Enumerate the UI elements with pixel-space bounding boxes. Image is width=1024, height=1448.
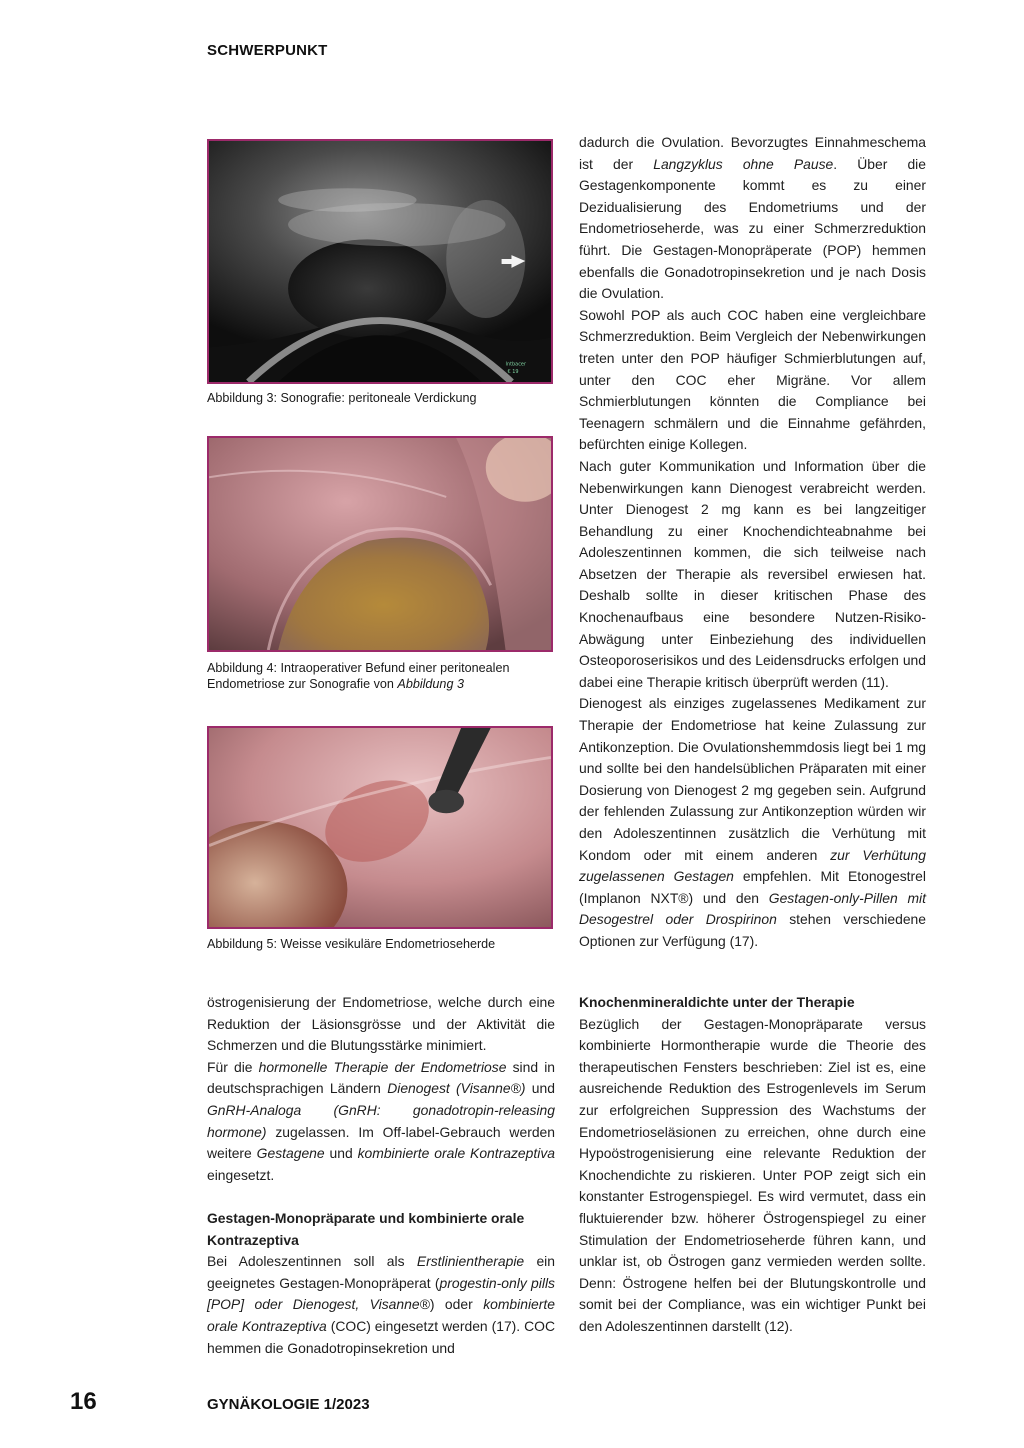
section-label: SCHWERPUNKT [207,42,328,59]
paragraph: Für die hormonelle Therapie der Endometriose sind in deutschsprachigen Ländern Dienogest (Visanne®) und GnRH-Analoga (GnRH: gonadotropin-releasing hormone) zugelassen. Im Off-label-Gebrauch werden weitere Gestagene und kombinierte orale Kontrazeptiva eingesetzt. [207,1058,556,1183]
image-label-2: € 19 [507,369,519,376]
figure-3-caption: Abbildung 3: Sonografie: peritoneale Verdickung [207,391,477,405]
figure-3-sonography [207,139,553,384]
figure-5-lesions [207,726,553,929]
page-number: 16 [70,1388,97,1415]
figure-4-caption: Abbildung 4: Intraoperativer Befund einer peritonealen Endometriose zur Sonografie von Abbildung 3 [207,661,510,691]
image-label: Intbacer [505,361,526,368]
section-heading: Gestagen-Monopräparate und kombinierte orale Kontrazeptiva [207,1209,525,1248]
paragraph: Dienogest als einziges zugelassenes Medikament zur Therapie der Endometriose hat keine Zulassung zur Antikonzeption. Die Ovulationshemmdosis liegt bei 1 mg und sollte bei den handelsüblichen Präparaten mit einer Dosierung von Dienogest 2 mg gegeben sein. Aufgrund der fehlenden Zulassung zur Antikonzeption würden wir den Adoleszentinnen zusätzlich die Verhütung mit Kondom oder mit einem anderen zur Verhütung zugelassenen Gestagen empfehlen. Mit Etonogestrel (Implanon NXT®) und den Gestagen-only-Pillen mit Desogestrel oder Drospirinon stehen verschiedene Optionen zur Verfügung (17). [579,695,926,949]
section-heading: Knochenmineraldichte unter der Therapie [579,994,855,1010]
journal-issue: GYNÄKOLOGIE 1/2023 [207,1396,370,1413]
paragraph: östrogenisierung der Endometriose, welche durch eine Reduktion der Läsionsgrösse und der Aktivität die Schmerzen und die Blutungsstärke minimiert. [207,994,555,1054]
paragraph: Bei Adoleszentinnen soll als Erstlinientherapie ein geeignetes Gestagen-Monopräperat (progestin-only pills [POP] oder Dienogest, Visanne®) oder kombinierte orale Kontrazeptiva (COC) eingesetzt werden (17). COC hemmen die Gonadotropinsekretion und [207,1253,555,1356]
paragraph: Bezüglich der Gestagen-Monopräparate versus kombinierte Hormontherapie wurde die Theorie des therapeutischen Fensters beschrieben: Ziel ist es, eine ausreichende Reduktion des Estrogenlevels im Serum zur erfolgreichen Suppression des Wachstums der Endometrioseläsionen zu erreichen, ohne durch eine Hypoöstrogenisierung eine relevante Reduktion der Knochendichte zu riskieren. Unter POP zeigt sich ein konstanter Estrogenspiegel. Es wird vermutet, dass ein fluktuierender bzw. höherer Östrogenspiegel zu einer Stimulation der Endometrioseherde führen kann, und unklar ist, ob Östrogen ganz vermieden werden sollte. Denn: Östrogene helfen bei der Blutungskontrolle und somit bei der Compliance, was ein wichtiger Punkt bei den Adoleszentinnen darstellt (12). [579,1015,926,1334]
paragraph: dadurch die Ovulation. Bevorzugtes Einnahmeschema ist der Langzyklus ohne Pause. Über die Gestagenkomponente kommt es zu einer Dezidualisierung des Endometriums und der Endometrioseherde, was zu einer Schmerzreduktion führt. Die Gestagen-Monopräperate (POP) hemmen ebenfalls die Gonadotropinsekretion und je nach Dosis die Ovulation. [579,134,926,302]
paragraph: Nach guter Kommunikation und Information über die Nebenwirkungen kann Dienogest verabreicht werden. Unter Dienogest 2 mg kann es bei langzeitiger Behandlung zu einer Knochendichteabnahme bei Adoleszentinnen kommen, die sich teilweise nach Absetzen der Therapie als reversibel erwiesen hat. Deshalb sollte in dieser kritischen Phase des Knochenaufbaus eine besondere Nutzen-Risiko-Abwägung unter Einbeziehung des individuellen Osteoporoserisikos und des Leidensdrucks erfolgen und dabei eine Therapie kritisch überprüft werden (11). [579,457,926,690]
figure-5-caption: Abbildung 5: Weisse vesikuläre Endometrioseherde [207,937,496,951]
paragraph: Sowohl POP als auch COC haben eine vergleichbare Schmerzreduktion. Beim Vergleich der Nebenwirkungen treten unter den POP häufiger Schmierblutungen auf, unter den COC eher Migräne. Vor allem Schmierblutungen könnten die Compliance bei Teenagern schmälern und die Einnahme gefährden, befürchten einige Kollegen. [579,306,926,453]
left-column-bottom [207,992,555,1359]
figure-4-intraoperative [207,436,553,652]
right-column-top [579,132,926,953]
right-column-bottom [579,992,926,1338]
